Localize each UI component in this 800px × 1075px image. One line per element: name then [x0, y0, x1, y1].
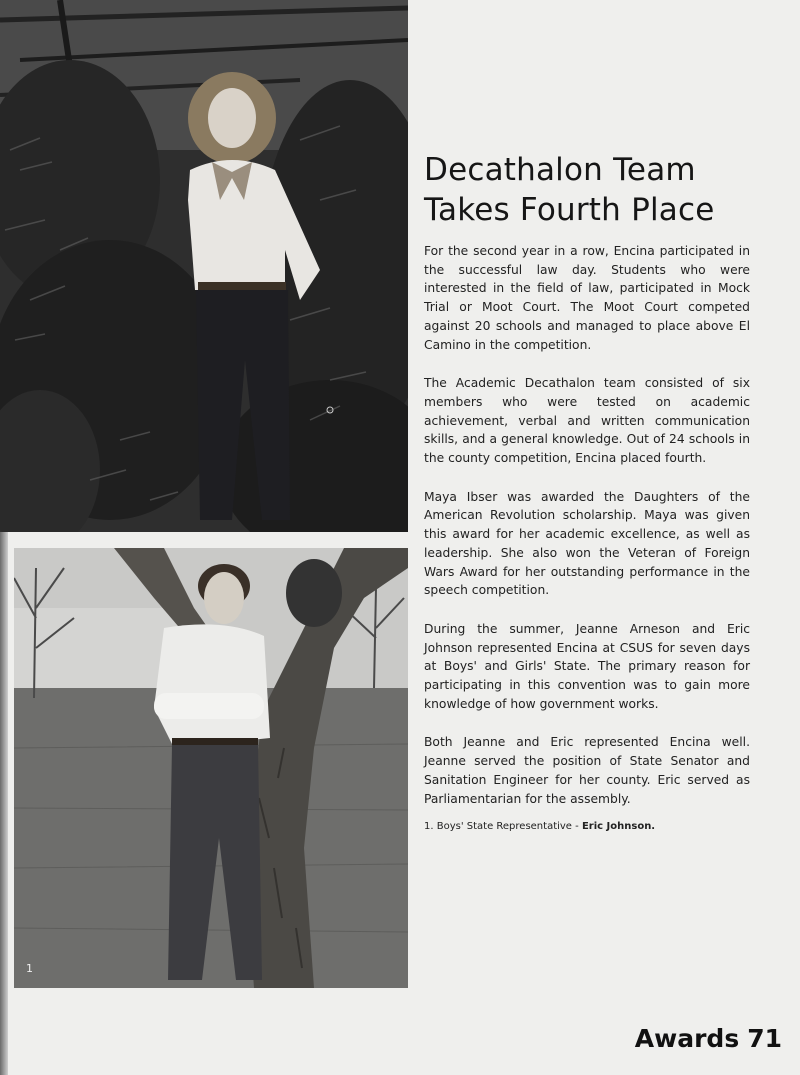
article	[424, 150, 750, 834]
caption-text: 1. Boys' State Representative -	[424, 821, 582, 833]
paragraph-scholarship: Maya Ibser was awarded the Daughters of the American Revolution scholarship. Maya was given this award for her academic excellence, as well as leadership. She also won the Veteran of Foreign Wars Award for her outstanding performance in the speech competition.	[424, 489, 750, 598]
paragraph-representation: Both Jeanne and Eric represented Encina well. Jeanne served the position of State Senator and Sanitation Engineer for her county. Eric served as Parliamentarian for the assembly.	[424, 735, 750, 806]
photo-boy-at-tree	[14, 548, 408, 988]
headline-line-2: Takes Fourth Place	[424, 192, 715, 228]
page-folio	[635, 1024, 782, 1053]
photo-caption	[424, 820, 750, 834]
paragraph-law-day: For the second year in a row, Encina participated in the successful law day. Students who were interested in the field of law, participated in Mock Trial or Moot Court. The Moot Court competed against 20 schools and managed to place above El Camino in the competition.	[424, 244, 750, 352]
photo-girl-in-trees	[0, 0, 408, 532]
paragraph-boys-girls-state: During the summer, Jeanne Arneson and Eric Johnson represented Encina at CSUS for seven days at Boys' and Girls' State. The primary reason for participating in this convention was to gain more knowledge of how government works.	[424, 621, 750, 711]
photo-number: 1	[26, 962, 33, 975]
paragraph-decathalon: The Academic Decathalon team consisted of six members who were tested on academic achievement, verbal and written communication skills, and a general knowledge. Out of 24 schools in the county competition, Encina placed fourth.	[424, 376, 750, 466]
headline-line-1: Decathalon Team	[424, 152, 696, 188]
folio-page-number: 71	[747, 1024, 782, 1053]
caption-name: Eric Johnson.	[581, 821, 656, 833]
folio-section: Awards	[634, 1024, 740, 1053]
article-headline	[424, 150, 750, 230]
